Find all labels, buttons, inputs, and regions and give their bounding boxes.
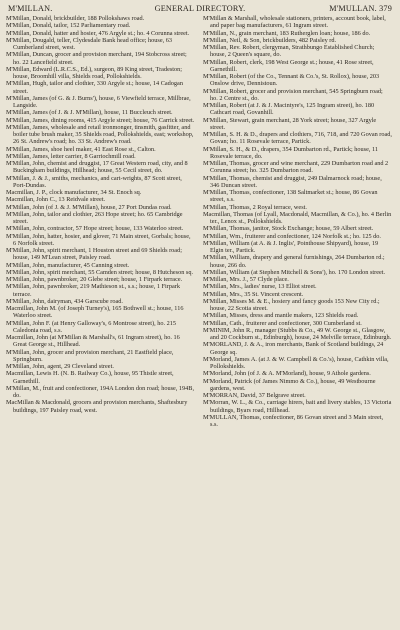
directory-entry: M'Millan, J. & J., smiths, mechanics, and cart-wrights, 87 Scott street, Port-Dundas. [6, 174, 182, 189]
directory-entry: M'Morland, John (of J. & A. M'Morland), house, 9 Athole gardens. [203, 370, 371, 378]
directory-entry: M'Millan, Donald, brickbuilder, 188 Pollokshaws road. [6, 15, 145, 22]
directory-entry: M'Millan, Thomas, confectioner, 138 Saltmarket st.; house, 86 Govan street, s.s. [203, 189, 378, 204]
directory-entry: M'Millan, John, chemist and druggist, 17 Great Western road, city, and 8 Buckingham buildings, Hillhead; house, 55 Cecil street, do. [6, 160, 188, 175]
directory-entry: M'Millan, James, letter carrier, 8 Garriochmill road. [6, 152, 136, 160]
directory-entry: M'Millan, Robert, grocer and provision merchant, 545 Springburn road; ho. 2 Centre st., do. [203, 87, 383, 102]
directory-entry: M'Millan, John, dairyman, 434 Garscube road. [6, 297, 123, 305]
directory-entry: M'Millan, James (of J. & J. M'Millan), house, 11 Buccleuch street. [6, 109, 173, 117]
directory-entry: M'Millan, William, drapery and general furnishings, 264 Dumbarton rd.; house, 266 do. [203, 254, 385, 269]
directory-entry: M'Millan, John, grocer and provision merchant, 21 Eastfield place, Springburn. [6, 348, 174, 363]
directory-entry: M'Millan, Misses, dress and mantle makers, 123 Shields road. [203, 312, 359, 320]
directory-entry: M'Millan, Mrs., ladies' nurse, 13 Elliot street. [203, 283, 317, 291]
right-column [203, 15, 392, 428]
directory-entry: M'Millan, John, agent, 29 Cleveland street. [6, 363, 114, 370]
directory-entry: M'Morran, W. L., & Co., carriage hirers, bait and livery stables, 13 Victoria buildings, Byars road, Hillhead. [203, 399, 392, 414]
directory-entry: M'Millan, John, manufacturer, 45 Canning street. [6, 261, 130, 269]
directory-entry: M'Millan, John, tailor and clothier, 263 Hope street; ho. 65 Cambridge street. [6, 210, 183, 225]
directory-entry: M'Millan, Robert, clerk, 198 West George st.; house, 41 Rose street, Garnethill. [203, 58, 374, 73]
directory-entry: M'Millan, Cath., fruiterer and confectioner, 300 Cumberland st. [203, 319, 362, 327]
directory-entry: Macmillan, Thomas (of Lyall, Macdonald, Macmillan, & Co.), ho. 4 Berlin ter., Lenox st., Pollokshields. [203, 210, 392, 225]
directory-entry: M'Millan, James, shoe heel maker, 41 East Rose st., Calton. [6, 145, 156, 153]
directory-entry: M'Millan, Dougald, teller, Clydesdale Bank head office; house, 63 Cumberland street, west. [6, 36, 173, 51]
directory-entry: M'Millan, John F. (at Henry Galloway's, 6 Montrose street), ho. 215 Caledonia road, s.s. [6, 319, 176, 334]
directory-entry: M'MULLAN, Thomas, confectioner, 86 Govan street and 3 Main street, s.s. [203, 413, 384, 428]
header-right-catchword-page-number: M'MULLAN. 379 [329, 4, 392, 13]
directory-entry: M'Morland, James A. (at J. & W. Campbell & Co.'s), house, Cathkin villa, Pollokshields. [203, 355, 389, 370]
directory-entry: M'Millan, James, wholesale and retail ironmonger, tinsmith, gasfitter, and boiler tube brush maker, 35 Shields road, Pollokshields, east; workshop, 26 St. Andrew's road; ho. 33 St. Andrew's road. [6, 123, 194, 146]
directory-entry: M'Millan, Edward (L.R.C.S., Ed.), surgeon, 89 King street, Tradeston; house, Broomhill villa, Shields road, Pollokshields. [6, 65, 183, 80]
directory-entry: M'Millan, Donald, hatter and hosier, 476 Argyle st.; ho. 4 Corunna street. [6, 29, 190, 37]
directory-entry: M'Millan, John, contractor, 57 Hope street; house, 133 Waterloo street. [6, 225, 184, 233]
left-column [6, 15, 195, 428]
directory-entry: M'Millan, Mrs., 35 St. Vincent crescent. [203, 290, 304, 298]
directory-entry: M'Millan, John, spirit merchant, 55 Camden street; house, 8 Hutcheson sq. [6, 268, 194, 276]
directory-entry: M'Millan, Hugh, tailor and clothier, 330 Argyle st.; house, 14 Cadogan street. [6, 80, 183, 95]
directory-entry: M'Millan, Neil, & Son, brickbuilders, 482 Paisley rd. [203, 36, 337, 44]
directory-entry: MacMillan & Macdonald, grocers and provision merchants, Shaftesbury buildings, 197 Paisley road, west. [6, 399, 188, 414]
directory-entry: M'Millan, Thomas, janitor, Stock Exchange; house, 59 Albert street. [203, 225, 374, 233]
directory-entry: M'Millan, Rev. Robert, clergyman, Strathbungo Established Church; house, 2 Queen's square, do. [203, 44, 375, 59]
directory-entry: M'MORLAND, J. & A., iron merchants, Bank of Scotland buildings, 24 George sq. [203, 341, 384, 356]
directory-entry: M'Millan, John (of J. & J. M'Millan), house, 27 Port Dundas road. [6, 203, 172, 211]
directory-entry: Macmillan, Lewis H. (N. B. Railway Co.), house, 95 Thistle street, Garnethill. [6, 370, 174, 385]
directory-entry: M'Millan, M., fruit and confectioner, 194A London don road; house, 194B, do. [6, 384, 195, 399]
directory-entry: M'Millan, James (of G. & J. Burns'), house, 6 Viewfield terrace, Millbrae, Langside. [6, 94, 191, 109]
directory-entry: M'Millan, John, pawnbroker, 20 Glebe street; house, 1 Firpark terrace. [6, 276, 183, 283]
directory-entry: M'Morland, Patrick (of James Nimmo & Co.), house, 49 Westbourne gardens, west. [203, 377, 376, 392]
page-header [8, 4, 392, 13]
directory-entry: Macmillan, John C., 13 Reidvale street. [6, 196, 106, 204]
directory-entry: M'Millan & Marshall, wholesale stationers, printers, account book, label, and paper bag manufacturers, 61 Ingram street. [203, 15, 386, 30]
header-left-catchword: M'MILLAN. [8, 4, 53, 13]
directory-entry: M'Millan, Thomas, 2 Royal terrace, west. [203, 203, 307, 211]
header-title: GENERAL DIRECTORY. [154, 4, 246, 13]
directory-entry: M'Millan, Thomas, chemist and druggist, 249 Dalmarnock road; house, 346 Duncan street. [203, 174, 382, 189]
directory-entry: M'Millan, William (at A. & J. Inglis', Pointhouse Shipyard), house, 19 Elgin ter., Partick. [203, 239, 379, 254]
directory-entry: M'Millan, James, dining rooms, 415 Argyle street; house, 76 Carrick street. [6, 116, 195, 124]
directory-entry: M'Millan, Wm., fruiterer and confectioner, 124 Norfolk st.; ho. 125 do. [203, 232, 381, 240]
directory-entry: M'Millan, Donald, tailor, 152 Parliamentary road. [6, 22, 131, 30]
directory-entry: M'Millan, John, pawnbroker, 219 Mathieson st., s.s.; house, 1 Firpark terrace. [6, 283, 180, 298]
directory-entry: M'Millan, John, spirit merchant, 1 Houston street and 69 Shields road; house, 149 M'Lean street, Paisley road. [6, 247, 182, 262]
directory-entry: M'Millan, William (at Stephen Mitchell & Sons'), ho. 170 London street. [203, 268, 386, 276]
directory-entry: M'Millan, S. H. & D., drapers and clothiers, 716, 718, and 720 Govan road, Govan; ho. 11 Rosevale terrace, Partick. [203, 131, 392, 146]
directory-entry: M'Millan, Duncan, grocer and provision merchant, 194 Stobcross street; ho. 22 Lancefield street. [6, 51, 187, 66]
directory-entry: M'Millan, S. H., & D., drapers, 354 Dumbarton rd., Partick; house, 11 Rosevale terrace, do. [203, 145, 379, 160]
directory-entry: M'MINIM, John R., manager (Stubbs & Co., 49 W. George st., Glasgow, and 20 Cockburn st., Edinburgh), house, 24 Melville terrace, Edinburgh. [203, 326, 392, 341]
directory-columns [6, 15, 394, 428]
directory-entry: M'Millan, Mrs. J., 57 Clyde place. [203, 276, 289, 283]
directory-entry: M'Millan, Robert (of the Co., Tennant & Co.'s, St. Rollox), house, 203 Onslow drive, Dennistoun. [203, 73, 380, 88]
directory-entry: M'Millan, Stewart, grain merchant, 28 York street; house, 327 Argyle street. [203, 116, 377, 131]
directory-entry: Macmillan, John M. (of Joseph Turney's), 165 Bothwell st.; house, 116 Waterloo street. [6, 305, 184, 320]
directory-entry: Macmillan, John (at M'Millan & Marshall's, 61 Ingram street), ho. 16 Great George st., Hillhead. [6, 334, 180, 349]
directory-entry: M'Millan, N., grain merchant, 183 Rutherglen loan; house, 186 do. [203, 29, 371, 37]
directory-entry: M'Millan, Misses M. & E., hosiery and fancy goods 153 New City rd.; house, 22 Scotia street. [203, 297, 380, 312]
directory-entry: M'MORRAN, David, 37 Belgrave street. [203, 392, 306, 399]
directory-entry: M'Millan, John, hatter, hosier, and glover, 71 Main street, Gorbals; house, 6 Norfolk street. [6, 232, 191, 247]
directory-entry: Macmillan, J. P., clock manufacturer, 34 St. Enoch sq. [6, 189, 142, 196]
directory-entry: M'Millan, Thomas, grocer and wine merchant, 229 Dumbarton road and 2 Corunna street; ho. 325 Dumbarton road. [203, 160, 389, 175]
directory-entry: M'Millan, Robert (at J. & J. Macintyre's, 125 Ingram street), ho. 180 Cathcart road, Govanhill. [203, 102, 375, 117]
